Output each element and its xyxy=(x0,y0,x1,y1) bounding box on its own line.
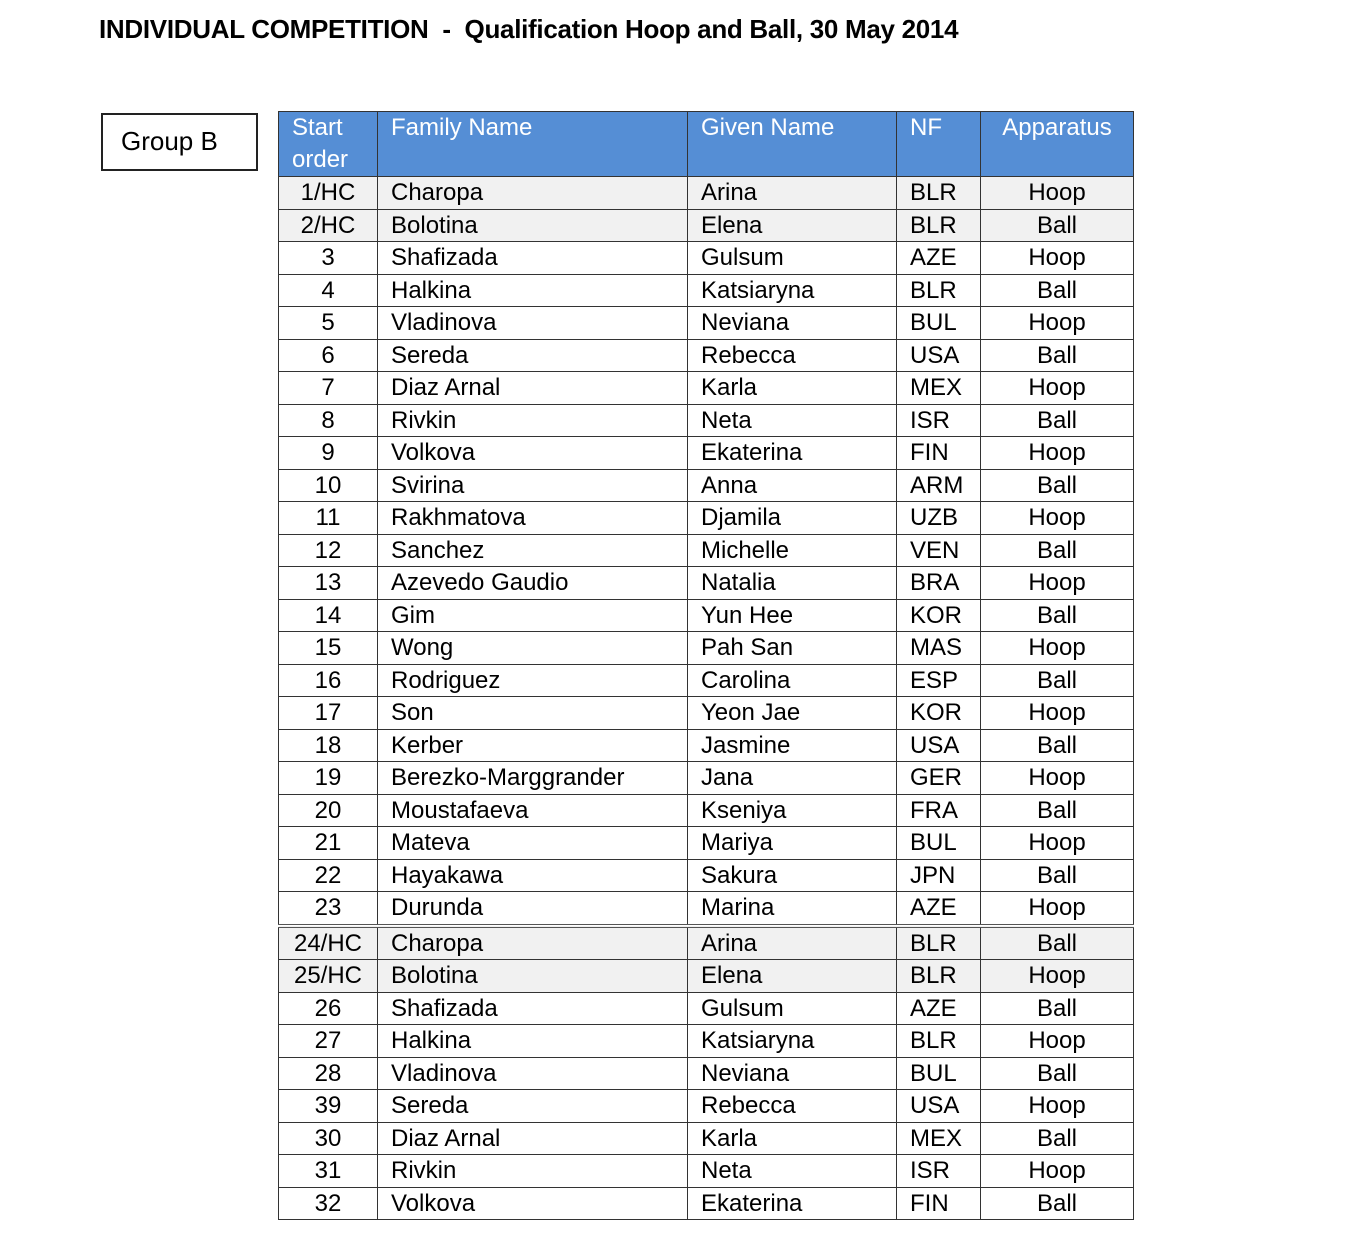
family-name-cell: Svirina xyxy=(378,469,688,502)
header-given-name: Given Name xyxy=(688,112,897,177)
apparatus-cell: Ball xyxy=(981,1187,1134,1220)
family-name-cell: Son xyxy=(378,697,688,730)
nf-cell: BUL xyxy=(897,827,981,860)
family-name-cell: Rivkin xyxy=(378,404,688,437)
apparatus-cell: Ball xyxy=(981,209,1134,242)
table-row xyxy=(279,926,1134,960)
apparatus-cell: Hoop xyxy=(981,242,1134,275)
start-order-cell: 22 xyxy=(279,859,378,892)
start-order-cell: 9 xyxy=(279,437,378,470)
apparatus-cell: Hoop xyxy=(981,567,1134,600)
family-name-cell: Vladinova xyxy=(378,307,688,340)
given-name-cell: Marina xyxy=(688,892,897,926)
family-name-cell: Volkova xyxy=(378,1187,688,1220)
family-name-cell: Rakhmatova xyxy=(378,502,688,535)
start-order-cell: 28 xyxy=(279,1057,378,1090)
nf-cell: BLR xyxy=(897,177,981,210)
apparatus-cell: Ball xyxy=(981,339,1134,372)
start-order-cell: 24/HC xyxy=(279,926,378,960)
given-name-cell: Ekaterina xyxy=(688,437,897,470)
apparatus-cell: Ball xyxy=(981,664,1134,697)
nf-cell: JPN xyxy=(897,859,981,892)
nf-cell: FIN xyxy=(897,437,981,470)
given-name-cell: Katsiaryna xyxy=(688,1025,897,1058)
given-name-cell: Gulsum xyxy=(688,992,897,1025)
given-name-cell: Rebecca xyxy=(688,1090,897,1123)
given-name-cell: Elena xyxy=(688,209,897,242)
given-name-cell: Neviana xyxy=(688,307,897,340)
nf-cell: KOR xyxy=(897,599,981,632)
table-row xyxy=(279,762,1134,795)
table-row xyxy=(279,1025,1134,1058)
nf-cell: ESP xyxy=(897,664,981,697)
nf-cell: BLR xyxy=(897,1025,981,1058)
table-row xyxy=(279,599,1134,632)
table-row xyxy=(279,1057,1134,1090)
apparatus-cell: Ball xyxy=(981,1057,1134,1090)
apparatus-cell: Ball xyxy=(981,534,1134,567)
given-name-cell: Arina xyxy=(688,926,897,960)
apparatus-cell: Hoop xyxy=(981,437,1134,470)
family-name-cell: Sereda xyxy=(378,1090,688,1123)
start-order-cell: 11 xyxy=(279,502,378,535)
group-label: Group B xyxy=(101,113,258,171)
given-name-cell: Yun Hee xyxy=(688,599,897,632)
table-row xyxy=(279,209,1134,242)
table-row xyxy=(279,437,1134,470)
start-order-cell: 19 xyxy=(279,762,378,795)
table-row xyxy=(279,177,1134,210)
start-order-cell: 14 xyxy=(279,599,378,632)
table-row xyxy=(279,827,1134,860)
nf-cell: BRA xyxy=(897,567,981,600)
nf-cell: AZE xyxy=(897,892,981,926)
family-name-cell: Rivkin xyxy=(378,1155,688,1188)
nf-cell: USA xyxy=(897,729,981,762)
nf-cell: ARM xyxy=(897,469,981,502)
start-order-cell: 4 xyxy=(279,274,378,307)
nf-cell: ISR xyxy=(897,404,981,437)
table-row xyxy=(279,339,1134,372)
family-name-cell: Diaz Arnal xyxy=(378,1122,688,1155)
header-nf: NF xyxy=(897,112,981,177)
table-row xyxy=(279,469,1134,502)
apparatus-cell: Hoop xyxy=(981,1090,1134,1123)
family-name-cell: Halkina xyxy=(378,274,688,307)
start-order-cell: 32 xyxy=(279,1187,378,1220)
nf-cell: USA xyxy=(897,1090,981,1123)
table-body xyxy=(279,177,1134,1220)
start-order-cell: 39 xyxy=(279,1090,378,1123)
table-row xyxy=(279,1187,1134,1220)
family-name-cell: Bolotina xyxy=(378,209,688,242)
family-name-cell: Vladinova xyxy=(378,1057,688,1090)
given-name-cell: Anna xyxy=(688,469,897,502)
given-name-cell: Djamila xyxy=(688,502,897,535)
start-order-cell: 2/HC xyxy=(279,209,378,242)
apparatus-cell: Hoop xyxy=(981,1025,1134,1058)
start-order-cell: 12 xyxy=(279,534,378,567)
apparatus-cell: Ball xyxy=(981,926,1134,960)
family-name-cell: Shafizada xyxy=(378,992,688,1025)
apparatus-cell: Ball xyxy=(981,599,1134,632)
family-name-cell: Moustafaeva xyxy=(378,794,688,827)
given-name-cell: Sakura xyxy=(688,859,897,892)
apparatus-cell: Hoop xyxy=(981,762,1134,795)
nf-cell: BUL xyxy=(897,1057,981,1090)
given-name-cell: Neta xyxy=(688,1155,897,1188)
table-row xyxy=(279,992,1134,1025)
family-name-cell: Halkina xyxy=(378,1025,688,1058)
family-name-cell: Kerber xyxy=(378,729,688,762)
given-name-cell: Elena xyxy=(688,960,897,993)
start-order-cell: 7 xyxy=(279,372,378,405)
table-header-row xyxy=(279,112,1134,177)
apparatus-cell: Ball xyxy=(981,992,1134,1025)
nf-cell: MEX xyxy=(897,372,981,405)
given-name-cell: Michelle xyxy=(688,534,897,567)
start-order-cell: 26 xyxy=(279,992,378,1025)
given-name-cell: Jana xyxy=(688,762,897,795)
start-order-cell: 27 xyxy=(279,1025,378,1058)
apparatus-cell: Ball xyxy=(981,794,1134,827)
table-row xyxy=(279,274,1134,307)
start-order-cell: 17 xyxy=(279,697,378,730)
apparatus-cell: Hoop xyxy=(981,177,1134,210)
nf-cell: BLR xyxy=(897,209,981,242)
nf-cell: MAS xyxy=(897,632,981,665)
given-name-cell: Arina xyxy=(688,177,897,210)
nf-cell: FIN xyxy=(897,1187,981,1220)
family-name-cell: Durunda xyxy=(378,892,688,926)
table-row xyxy=(279,307,1134,340)
table-row xyxy=(279,502,1134,535)
given-name-cell: Yeon Jae xyxy=(688,697,897,730)
family-name-cell: Hayakawa xyxy=(378,859,688,892)
given-name-cell: Katsiaryna xyxy=(688,274,897,307)
apparatus-cell: Hoop xyxy=(981,502,1134,535)
nf-cell: FRA xyxy=(897,794,981,827)
given-name-cell: Neviana xyxy=(688,1057,897,1090)
table-row xyxy=(279,242,1134,275)
start-order-cell: 21 xyxy=(279,827,378,860)
given-name-cell: Gulsum xyxy=(688,242,897,275)
table-row xyxy=(279,1155,1134,1188)
nf-cell: BUL xyxy=(897,307,981,340)
start-order-cell: 23 xyxy=(279,892,378,926)
start-order-cell: 16 xyxy=(279,664,378,697)
start-order-cell: 3 xyxy=(279,242,378,275)
family-name-cell: Rodriguez xyxy=(378,664,688,697)
given-name-cell: Mariya xyxy=(688,827,897,860)
table-row xyxy=(279,859,1134,892)
start-list-table xyxy=(278,111,1134,1220)
apparatus-cell: Hoop xyxy=(981,307,1134,340)
table-row xyxy=(279,404,1134,437)
header-start-order: Start order xyxy=(279,112,378,177)
given-name-cell: Ekaterina xyxy=(688,1187,897,1220)
family-name-cell: Sereda xyxy=(378,339,688,372)
family-name-cell: Berezko-Marggrander xyxy=(378,762,688,795)
start-order-cell: 10 xyxy=(279,469,378,502)
family-name-cell: Gim xyxy=(378,599,688,632)
start-order-cell: 20 xyxy=(279,794,378,827)
table-row xyxy=(279,567,1134,600)
family-name-cell: Mateva xyxy=(378,827,688,860)
apparatus-cell: Hoop xyxy=(981,892,1134,926)
start-order-cell: 5 xyxy=(279,307,378,340)
table-row xyxy=(279,729,1134,762)
nf-cell: AZE xyxy=(897,992,981,1025)
family-name-cell: Diaz Arnal xyxy=(378,372,688,405)
table-row xyxy=(279,892,1134,926)
family-name-cell: Wong xyxy=(378,632,688,665)
family-name-cell: Charopa xyxy=(378,926,688,960)
nf-cell: VEN xyxy=(897,534,981,567)
table-row xyxy=(279,1122,1134,1155)
start-order-cell: 8 xyxy=(279,404,378,437)
given-name-cell: Neta xyxy=(688,404,897,437)
start-order-cell: 31 xyxy=(279,1155,378,1188)
family-name-cell: Shafizada xyxy=(378,242,688,275)
nf-cell: BLR xyxy=(897,274,981,307)
start-order-cell: 1/HC xyxy=(279,177,378,210)
nf-cell: ISR xyxy=(897,1155,981,1188)
given-name-cell: Karla xyxy=(688,372,897,405)
nf-cell: USA xyxy=(897,339,981,372)
table-row xyxy=(279,372,1134,405)
apparatus-cell: Hoop xyxy=(981,632,1134,665)
nf-cell: BLR xyxy=(897,960,981,993)
apparatus-cell: Ball xyxy=(981,274,1134,307)
apparatus-cell: Hoop xyxy=(981,960,1134,993)
nf-cell: UZB xyxy=(897,502,981,535)
apparatus-cell: Ball xyxy=(981,404,1134,437)
family-name-cell: Bolotina xyxy=(378,960,688,993)
header-family-name: Family Name xyxy=(378,112,688,177)
table-row xyxy=(279,664,1134,697)
start-order-cell: 15 xyxy=(279,632,378,665)
family-name-cell: Charopa xyxy=(378,177,688,210)
apparatus-cell: Ball xyxy=(981,469,1134,502)
family-name-cell: Azevedo Gaudio xyxy=(378,567,688,600)
apparatus-cell: Hoop xyxy=(981,372,1134,405)
start-order-cell: 18 xyxy=(279,729,378,762)
family-name-cell: Sanchez xyxy=(378,534,688,567)
start-order-cell: 30 xyxy=(279,1122,378,1155)
given-name-cell: Karla xyxy=(688,1122,897,1155)
table-row xyxy=(279,1090,1134,1123)
given-name-cell: Kseniya xyxy=(688,794,897,827)
apparatus-cell: Ball xyxy=(981,859,1134,892)
nf-cell: KOR xyxy=(897,697,981,730)
given-name-cell: Pah San xyxy=(688,632,897,665)
family-name-cell: Volkova xyxy=(378,437,688,470)
header-apparatus: Apparatus xyxy=(981,112,1134,177)
apparatus-cell: Hoop xyxy=(981,697,1134,730)
table-row xyxy=(279,960,1134,993)
nf-cell: MEX xyxy=(897,1122,981,1155)
given-name-cell: Natalia xyxy=(688,567,897,600)
apparatus-cell: Ball xyxy=(981,1122,1134,1155)
table-row xyxy=(279,632,1134,665)
given-name-cell: Rebecca xyxy=(688,339,897,372)
apparatus-cell: Hoop xyxy=(981,827,1134,860)
apparatus-cell: Hoop xyxy=(981,1155,1134,1188)
nf-cell: GER xyxy=(897,762,981,795)
start-order-cell: 6 xyxy=(279,339,378,372)
nf-cell: BLR xyxy=(897,926,981,960)
apparatus-cell: Ball xyxy=(981,729,1134,762)
page-title: INDIVIDUAL COMPETITION - Qualification Hoop and Ball, 30 May 2014 xyxy=(99,14,959,44)
given-name-cell: Carolina xyxy=(688,664,897,697)
table-row xyxy=(279,534,1134,567)
start-order-cell: 13 xyxy=(279,567,378,600)
start-order-cell: 25/HC xyxy=(279,960,378,993)
table-row xyxy=(279,794,1134,827)
given-name-cell: Jasmine xyxy=(688,729,897,762)
nf-cell: AZE xyxy=(897,242,981,275)
table-row xyxy=(279,697,1134,730)
